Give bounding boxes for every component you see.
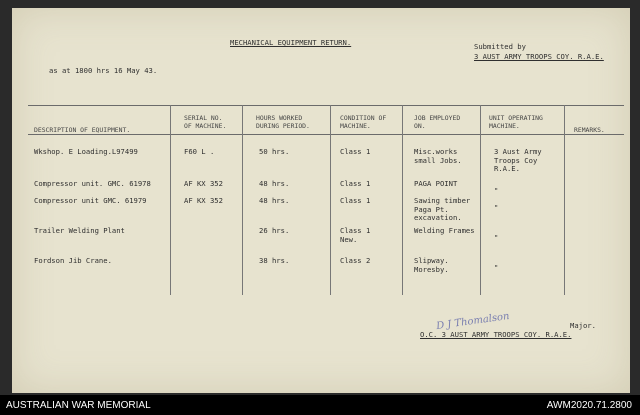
column-header: DESCRIPTION OF EQUIPMENT. xyxy=(34,126,131,134)
cell-description: Compressor unit. GMC. 61978 xyxy=(34,179,151,188)
column-header: HOURS WORKED DURING PERIOD. xyxy=(256,114,310,130)
cell-hours: 50 hrs. xyxy=(259,147,290,156)
cell-unit: " xyxy=(494,263,499,272)
column-header: CONDITION OF MACHINE. xyxy=(340,114,387,130)
submitted-by-label: Submitted by xyxy=(474,42,526,51)
cell-unit: " xyxy=(494,233,499,242)
document-title: MECHANICAL EQUIPMENT RETURN. xyxy=(230,38,352,47)
cell-serial: AF KX 352 xyxy=(184,179,223,188)
cell-unit: " xyxy=(494,186,499,195)
cell-description: Compressor unit GMC. 61979 xyxy=(34,196,147,205)
column-divider xyxy=(402,105,403,295)
cell-job: PAGA POINT xyxy=(414,179,458,188)
column-divider xyxy=(242,105,243,295)
cell-job: Slipway. Moresby. xyxy=(414,256,449,274)
cell-serial: AF KX 352 xyxy=(184,196,223,205)
cell-condition: Class 1 New. xyxy=(340,226,371,244)
column-divider xyxy=(330,105,331,295)
table-header-rule xyxy=(28,134,624,135)
footer-left-text: AUSTRALIAN WAR MEMORIAL xyxy=(6,400,151,411)
cell-hours: 48 hrs. xyxy=(259,196,290,205)
cell-hours: 38 hrs. xyxy=(259,256,290,265)
submitted-by-unit: 3 AUST ARMY TROOPS COY. R.A.E. xyxy=(474,52,604,61)
column-header: JOB EMPLOYED ON. xyxy=(414,114,461,130)
footer-right-text: AWM2020.71.2800 xyxy=(546,400,632,411)
cell-condition: Class 1 xyxy=(340,147,371,156)
cell-unit: 3 Aust Army Troops Coy R.A.E. xyxy=(494,147,542,173)
cell-hours: 48 hrs. xyxy=(259,179,290,188)
cell-condition: Class 2 xyxy=(340,256,371,265)
column-header: SERIAL NO. OF MACHINE. xyxy=(184,114,227,130)
signoff-rank: Major. xyxy=(570,321,596,330)
column-divider xyxy=(480,105,481,295)
cell-description: Trailer Welding Plant xyxy=(34,226,125,235)
signoff-unit: O.C. 3 AUST ARMY TROOPS COY. R.A.E. xyxy=(420,330,572,339)
cell-job: Misc.works small Jobs. xyxy=(414,147,462,165)
cell-hours: 26 hrs. xyxy=(259,226,290,235)
cell-description: Wkshop. E Loading.L97499 xyxy=(34,147,138,156)
column-header: REMARKS. xyxy=(574,126,605,134)
as-at-date: as at 1800 hrs 16 May 43. xyxy=(49,66,158,75)
column-divider xyxy=(170,105,171,295)
table-top-rule xyxy=(28,105,624,106)
cell-description: Fordson Jib Crane. xyxy=(34,256,112,265)
cell-unit: " xyxy=(494,203,499,212)
document-sheet xyxy=(12,8,630,393)
column-divider xyxy=(564,105,565,295)
cell-condition: Class 1 xyxy=(340,196,371,205)
cell-serial: F60 L . xyxy=(184,147,215,156)
column-header: UNIT OPERATING MACHINE. xyxy=(489,114,543,130)
footer-bar xyxy=(0,395,640,415)
cell-job: Sawing timber Paga Pt. excavation. xyxy=(414,196,471,222)
signature: D J Thomalson xyxy=(435,310,511,333)
cell-job: Welding Frames xyxy=(414,226,475,235)
cell-condition: Class 1 xyxy=(340,179,371,188)
